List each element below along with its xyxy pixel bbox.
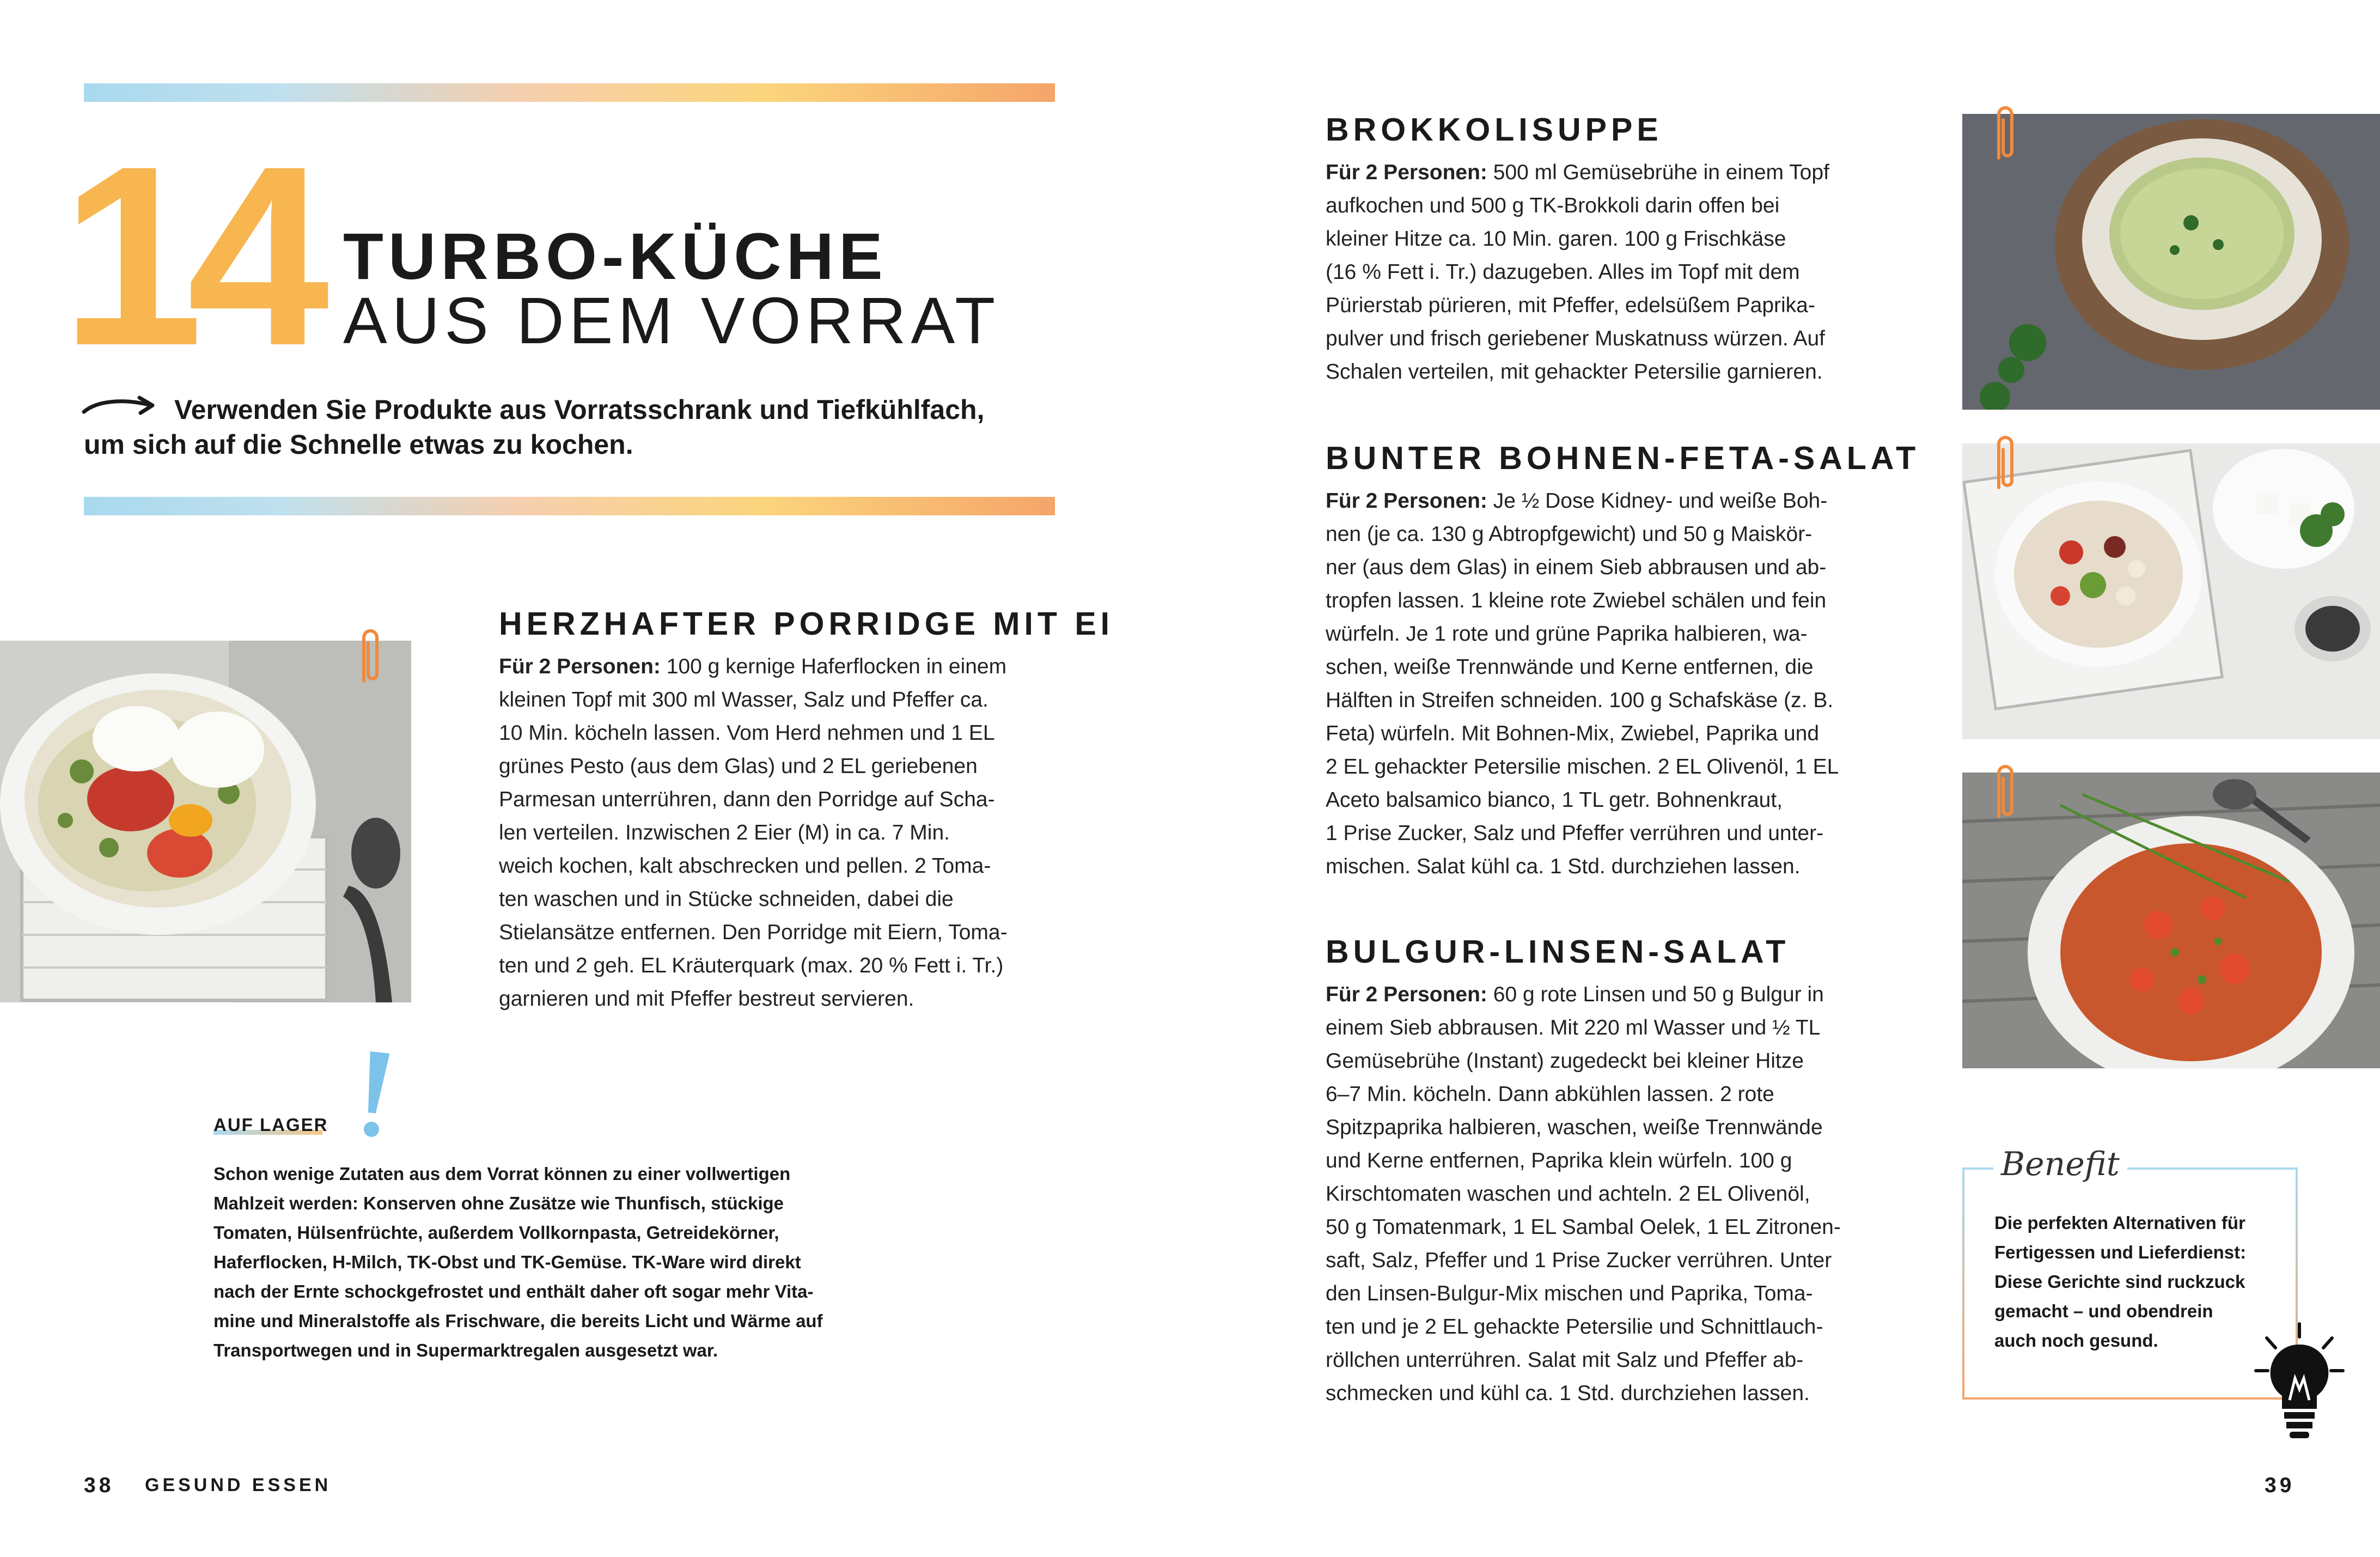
recipe-line: 100 g kernige Haferflocken in einem: [666, 655, 1007, 678]
paperclip-icon: [355, 627, 383, 686]
recipe-line: den Linsen-Bulgur-Mix mischen und Paprika, Toma-: [1326, 1282, 1813, 1305]
recipe-line: 50 g Tomatenmark, 1 EL Sambal Oelek, 1 EL Zitronen-: [1326, 1215, 1841, 1239]
brokkolisuppe-photo: [1962, 114, 2380, 410]
recipe-line: Spitzpaprika halbieren, waschen, weiße Trennwände: [1326, 1116, 1823, 1139]
recipe-line: kleinen Topf mit 300 ml Wasser, Salz und Pfeffer ca.: [499, 688, 988, 711]
recipe-title-bohnen-feta-salat: BUNTER BOHNEN-FETA-SALAT: [1326, 440, 1920, 476]
recipe-title-bulgur-linsen-salat: BULGUR-LINSEN-SALAT: [1326, 934, 1790, 970]
recipe-line: mischen. Salat kühl ca. 1 Std. durchziehen lassen.: [1326, 855, 1801, 878]
lager-line: nach der Ernte schockgefrostet und enthält daher oft sogar mehr Vita-: [213, 1281, 814, 1301]
serving-label: Für 2 Personen:: [499, 655, 661, 678]
intro-text-line2: um sich auf die Schnelle etwas zu kochen.: [84, 429, 633, 460]
recipe-line: nen (je ca. 130 g Abtropfgewicht) und 50 g Maiskör-: [1326, 522, 1813, 546]
paperclip-icon: [1990, 762, 2018, 822]
recipe-line: ner (aus dem Glas) in einem Sieb abbrausen und ab-: [1326, 556, 1827, 579]
bohnen-feta-salat-photo: [1962, 443, 2380, 739]
lager-line: Schon wenige Zutaten aus dem Vorrat können zu einer vollwertigen: [213, 1164, 791, 1184]
lager-line: Tomaten, Hülsenfrüchte, außerdem Vollkornpasta, Getreidekörner,: [213, 1223, 779, 1243]
serving-label: Für 2 Personen:: [1326, 161, 1487, 184]
lager-line: Haferflocken, H-Milch, TK-Obst und TK-Gemüse. TK-Ware wird direkt: [213, 1252, 801, 1272]
recipe-line: Aceto balsamico bianco, 1 TL getr. Bohnenkraut,: [1326, 788, 1783, 812]
lager-line: Mahlzeit werden: Konserven ohne Zusätze wie Thunfisch, stückige: [213, 1193, 784, 1213]
benefit-line: Diese Gerichte sind ruckzuck: [1994, 1272, 2245, 1292]
exclamation-icon: [355, 1049, 393, 1144]
recipe-line: kleiner Hitze ca. 10 Min. garen. 100 g Frischkäse: [1326, 227, 1786, 251]
recipe-line: len verteilen. Inzwischen 2 Eier (M) in ca. 7 Min.: [499, 821, 950, 844]
recipe-line: pulver und frisch geriebener Muskatnuss würzen. Auf: [1326, 327, 1825, 350]
arrow-right-icon: [82, 394, 158, 421]
recipe-line: Pürierstab pürieren, mit Pfeffer, edelsüßem Paprika-: [1326, 294, 1815, 317]
lightbulb-icon: [2250, 1318, 2348, 1446]
recipe-line: schmecken und kühl ca. 1 Std. durchziehen lassen.: [1326, 1382, 1810, 1405]
paperclip-icon: [1990, 433, 2018, 493]
page-number-right: 39: [2265, 1474, 2295, 1497]
recipe-line: ten und 2 geh. EL Kräuterquark (max. 20 % Fett i. Tr.): [499, 954, 1004, 977]
recipe-line: würfeln. Je 1 rote und grüne Paprika halbieren, wa-: [1326, 622, 1808, 646]
lager-text: [213, 1159, 922, 1365]
recipe-line: Gemüsebrühe (Instant) zugedeckt bei kleiner Hitze: [1326, 1049, 1804, 1073]
benefit-line: Fertigessen und Lieferdienst:: [1994, 1242, 2247, 1262]
serving-label: Für 2 Personen:: [1326, 489, 1487, 513]
lager-label: AUF LAGER: [213, 1115, 328, 1135]
benefit-line: Die perfekten Alternativen für: [1994, 1213, 2245, 1233]
benefit-line: gemacht – und obendrein: [1994, 1301, 2213, 1321]
recipe-line: saft, Salz, Pfeffer und 1 Prise Zucker verrühren. Unter: [1326, 1249, 1832, 1272]
chapter-number: 14: [61, 113, 313, 399]
recipe-line: Schalen verteilen, mit gehackter Petersilie garnieren.: [1326, 360, 1823, 384]
page-title-line1: TURBO-KÜCHE: [343, 219, 888, 293]
recipe-line: weich kochen, kalt abschrecken und pellen. 2 Toma-: [499, 854, 991, 878]
lager-line: Transportwegen und in Supermarktregalen ausgesetzt war.: [213, 1340, 718, 1360]
recipe-line: ten waschen und in Stücke schneiden, dabei die: [499, 887, 954, 911]
recipe-line: grünes Pesto (aus dem Glas) und 2 EL geriebenen: [499, 755, 978, 778]
lager-line: mine und Mineralstoffe als Frischware, die bereits Licht und Wärme auf: [213, 1311, 823, 1331]
bottom-gradient-bar: [84, 497, 1055, 515]
recipe-line: Hälften in Streifen schneiden. 100 g Schafskäse (z. B.: [1326, 689, 1834, 712]
benefit-text: [1994, 1208, 2289, 1355]
recipe-line: 1 Prise Zucker, Salz und Pfeffer verrühren und unter-: [1326, 822, 1824, 845]
paperclip-icon: [1990, 104, 2018, 163]
recipe-line: aufkochen und 500 g TK-Brokkoli darin offen bei: [1326, 194, 1780, 217]
recipe-line: 60 g rote Linsen und 50 g Bulgur in: [1493, 983, 1824, 1006]
recipe-line: einem Sieb abbrausen. Mit 220 ml Wasser und ½ TL: [1326, 1016, 1821, 1039]
recipe-line: Stielansätze entfernen. Den Porridge mit Eiern, Toma-: [499, 921, 1008, 944]
section-name: GESUND ESSEN: [145, 1475, 332, 1495]
benefit-label: Benefit: [1993, 1145, 2127, 1183]
recipe-body-bulgur-linsen-salat: [1326, 978, 1897, 1410]
recipe-line: tropfen lassen. 1 kleine rote Zwiebel schälen und fein: [1326, 589, 1827, 612]
recipe-line: Feta) würfeln. Mit Bohnen-Mix, Zwiebel, Paprika und: [1326, 722, 1820, 745]
recipe-body-bohnen-feta-salat: [1326, 484, 1897, 883]
recipe-line: Kirschtomaten waschen und achteln. 2 EL Olivenöl,: [1326, 1182, 1810, 1206]
recipe-title-porridge: HERZHAFTER PORRIDGE MIT EI: [499, 606, 1114, 642]
recipe-body-brokkolisuppe: [1326, 156, 1897, 388]
recipe-body-porridge: [499, 650, 1065, 1015]
page-number-left: 38: [84, 1474, 114, 1497]
bulgur-linsen-salat-photo: [1962, 773, 2380, 1068]
recipe-line: ten und je 2 EL gehackte Petersilie und Schnittlauch-: [1326, 1315, 1823, 1339]
recipe-line: röllchen unterrühren. Salat mit Salz und Pfeffer ab-: [1326, 1348, 1804, 1372]
recipe-line: 6–7 Min. köcheln. Dann abkühlen lassen. 2 rote: [1326, 1082, 1774, 1106]
recipe-line: Je ½ Dose Kidney- und weiße Boh-: [1493, 489, 1828, 513]
benefit-line: auch noch gesund.: [1994, 1330, 2158, 1351]
page-title-line2: AUS DEM VORRAT: [343, 283, 1000, 357]
top-gradient-bar: [84, 83, 1055, 102]
serving-label: Für 2 Personen:: [1326, 983, 1487, 1006]
intro-text-line1: Verwenden Sie Produkte aus Vorratsschrank und Tiefkühlfach,: [174, 394, 985, 425]
recipe-line: garnieren und mit Pfeffer bestreut servieren.: [499, 987, 914, 1011]
recipe-line: Parmesan unterrühren, dann den Porridge auf Scha-: [499, 788, 995, 811]
recipe-title-brokkolisuppe: BROKKOLISUPPE: [1326, 112, 1663, 148]
recipe-line: (16 % Fett i. Tr.) dazugeben. Alles im Topf mit dem: [1326, 260, 1800, 284]
recipe-line: 10 Min. köcheln lassen. Vom Herd nehmen und 1 EL: [499, 721, 995, 745]
recipe-line: 500 ml Gemüsebrühe in einem Topf: [1493, 161, 1829, 184]
recipe-line: und Kerne entfernen, Paprika klein würfeln. 100 g: [1326, 1149, 1792, 1172]
porridge-photo: [0, 641, 411, 1002]
recipe-line: schen, weiße Trennwände und Kerne entfernen, die: [1326, 655, 1814, 679]
recipe-line: 2 EL gehackter Petersilie mischen. 2 EL Olivenöl, 1 EL: [1326, 755, 1839, 778]
